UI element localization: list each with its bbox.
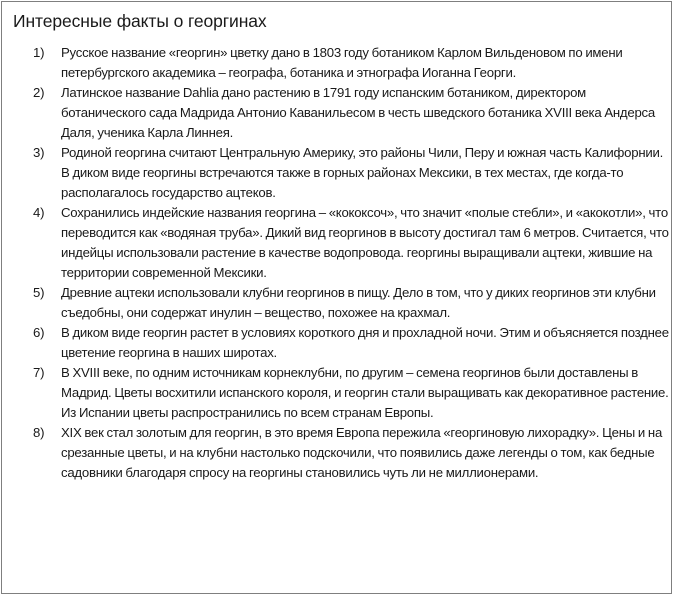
fact-item-4: [2, 203, 673, 283]
fact-item-7: [2, 363, 673, 423]
fact-item-1: [2, 43, 673, 83]
document-frame: [1, 1, 672, 594]
fact-number: 2): [33, 85, 45, 100]
fact-number: 3): [33, 145, 45, 160]
fact-item-8: [2, 423, 673, 483]
fact-text: В XVIII веке, по одним источникам корнеклубни, по другим – семена георгинов были доставлены в Мадрид. Цветы восхитили испанского короля, и георгин стали выращивать как декоративное растение. Из Испании цветы распространились по всем странам Европы.: [61, 365, 669, 420]
facts-list: [2, 43, 673, 483]
fact-item-2: [2, 83, 673, 143]
fact-text: Древние ацтеки использовали клубни георгинов в пищу. Дело в том, что у диких георгинов эти клубни съедобны, они содержат инулин – вещество, похожее на крахмал.: [61, 285, 656, 320]
fact-item-3: [2, 143, 673, 203]
fact-number: 7): [33, 365, 45, 380]
fact-text: XIX век стал золотым для георгин, в это время Европа пережила «георгиновую лихорадку». Цены и на срезанные цветы, и на клубни настолько подскочили, что появились даже легенды о том, как бедные садовники благодаря спросу на георгины становились чуть ли не миллионерами.: [61, 425, 663, 480]
fact-number: 4): [33, 205, 45, 220]
fact-text: Сохранились индейские названия георгина – «кококсоч», что значит «полые стебли», и «акокотли», что переводится как «водяная труба». Дикий вид георгинов в высоту достигал там 6 метров. Считается, что индейцы использовали растение в качестве водопровода. георгины выращивали ацтеки, жившие на территории современной Мексики.: [61, 205, 669, 280]
fact-number: 1): [33, 45, 45, 60]
fact-number: 6): [33, 325, 45, 340]
fact-text: Родиной георгина считают Центральную Америку, это районы Чили, Перу и южная часть Калифорнии. В диком виде георгины встречаются также в горных районах Мексики, в тех местах, где когда-то располагалось государство ацтеков.: [61, 145, 663, 200]
fact-number: 5): [33, 285, 45, 300]
fact-text: Латинское название Dahlia дано растению в 1791 году испанским ботаником, директором ботанического сада Мадрида Антонио Каванильесом в честь шведского ботаника XVIII века Андерса Даля, ученика Карла Линнея.: [61, 85, 655, 140]
fact-item-6: [2, 323, 673, 363]
fact-text: Русское название «георгин» цветку дано в 1803 году ботаником Карлом Вильденовом по имени петербургского академика – географа, ботаника и этнографа Иоганна Георги.: [61, 45, 623, 80]
document-title: Интересные факты о георгинах: [13, 11, 267, 31]
fact-item-5: [2, 283, 673, 323]
fact-number: 8): [33, 425, 45, 440]
fact-text: В диком виде георгин растет в условиях короткого дня и прохладной ночи. Этим и объясняется позднее цветение георгина в наших широтах.: [61, 325, 669, 360]
